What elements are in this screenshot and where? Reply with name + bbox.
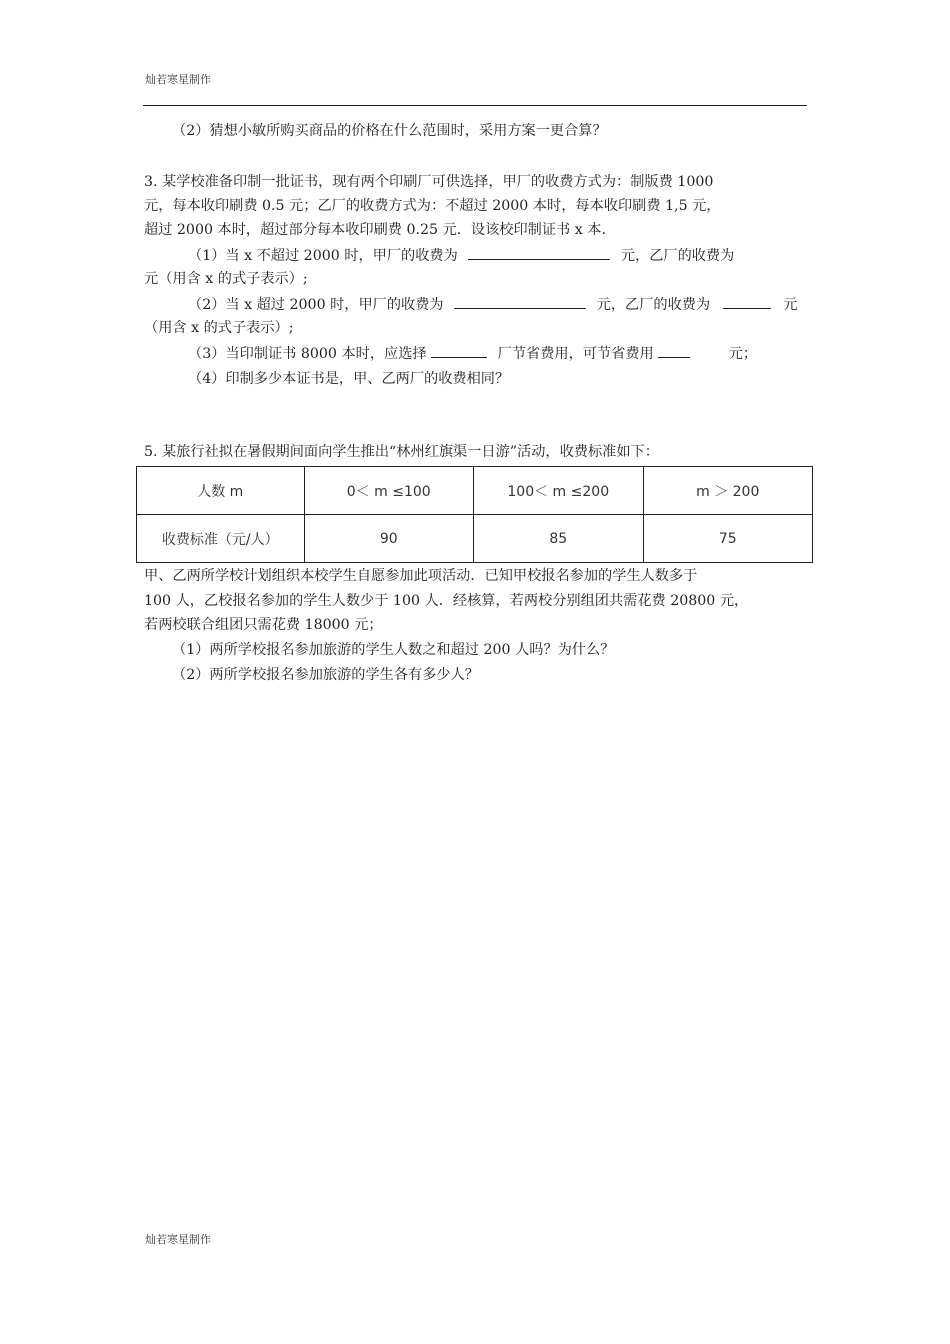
q3-part-1-text-b: 元，乙厂的收费为 [620,248,735,264]
q3-part-3-text-a: （3）当印制证书 8000 本时，应选择 [188,346,427,362]
page-header: 灿若寒星制作 [145,73,211,86]
answer-blank[interactable] [431,343,487,358]
answer-blank[interactable] [658,343,690,358]
page-footer: 灿若寒星制作 [145,1233,211,1246]
table-row [137,467,813,515]
q5-sub-2: （2）两所学校报名参加旅游的学生各有多少人？ [172,667,479,683]
table-cell: 85 [474,515,644,563]
q5-line-2: 100 人，乙校报名参加的学生人数少于 100 人．经核算，若两校分别组团共需花费 20800 元， [144,593,749,609]
q3-part-2-text-b: 元，乙厂的收费为 [596,297,711,313]
q3-part-3 [188,343,757,364]
answer-blank[interactable] [723,294,771,309]
q3-part-2-text-c: 元 [783,297,798,313]
q3-part-1 [188,245,734,266]
answer-blank[interactable] [454,294,586,309]
q5-line-3: 若两校联合组团只需花费 18000 元； [144,617,383,633]
q3-part-1-cont: 元（用含 x 的式子表示）; [144,271,308,287]
table-cell: 75 [643,515,813,563]
q5-intro: 5. 某旅行社拟在暑假期间面向学生推出“林州红旗渠一日游”活动，收费标准如下： [144,444,659,460]
q3-line-1: 3. 某学校准备印制一批证书，现有两个印刷厂可供选择，甲厂的收费方式为：制版费 1000 [144,174,714,190]
q3-part-2-text-a: （2）当 x 超过 2000 时，甲厂的收费为 [188,297,444,313]
q3-line-2: 元，每本收印刷费 0.5 元；乙厂的收费方式为：不超过 2000 本时，每本收印刷费 1,5 元， [144,198,721,214]
table-cell: m ＞ 200 [643,467,813,515]
fee-table [136,466,813,563]
table-cell: 100＜ m ≤200 [474,467,644,515]
q3-part-3-text-c: 元； [728,346,758,362]
table-cell: 人数 m [137,467,305,515]
table-cell: 收费标准（元/人） [137,515,305,563]
q3-part-3-text-b: 厂节省费用，可节省费用 [497,346,654,362]
q5-sub-1: （1）两所学校报名参加旅游的学生人数之和超过 200 人吗？为什么？ [172,642,615,658]
question-2-sub-2: （2）猜想小敏所购买商品的价格在什么范围时，采用方案一更合算？ [172,123,607,139]
table-row [137,515,813,563]
answer-blank[interactable] [468,245,610,260]
header-divider [143,105,807,106]
q5-line-1: 甲、乙两所学校计划组织本校学生自愿参加此项活动．已知甲校报名参加的学生人数多于 [144,568,698,584]
q3-part-4: （4）印制多少本证书是，甲、乙两厂的收费相同？ [188,371,510,387]
q3-line-3: 超过 2000 本时，超过部分每本收印刷费 0.25 元．设该校印制证书 x 本. [144,222,606,238]
table-cell: 0＜ m ≤100 [304,467,474,515]
table-cell: 90 [304,515,474,563]
q3-part-2-cont: （用含 x 的式子表示）; [144,320,294,336]
q3-part-1-text-a: （1）当 x 不超过 2000 时，甲厂的收费为 [188,248,458,264]
q3-part-2 [188,294,797,315]
